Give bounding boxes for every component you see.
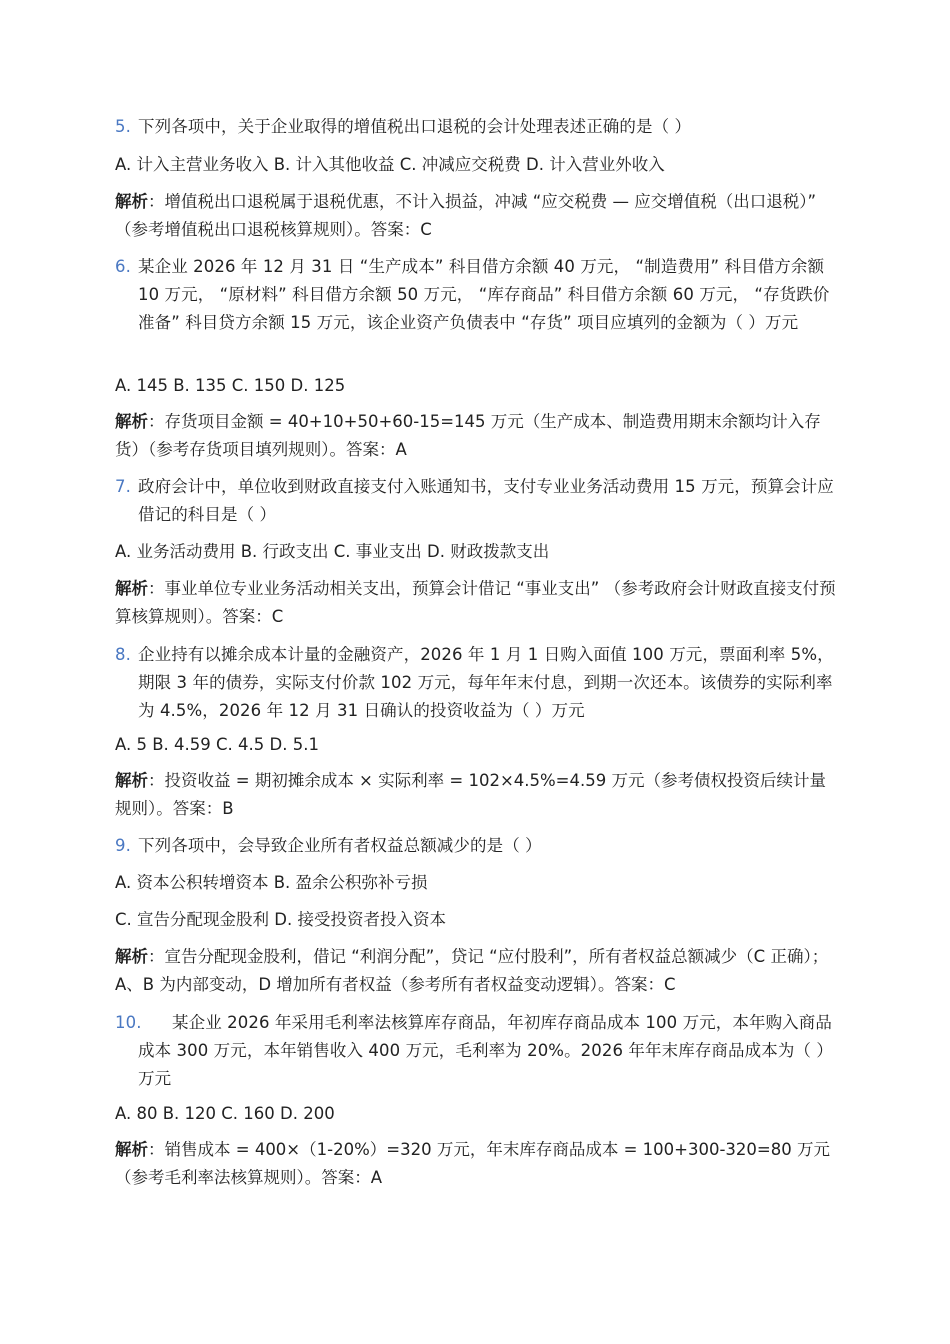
question-7-analysis [115,575,837,631]
question-8-analysis [115,767,837,823]
question-7-options: A. 业务活动费用 B. 行政支出 C. 事业支出 D. 财政拨款支出 [115,542,550,561]
question-9-options-line-2: C. 宣告分配现金股利 D. 接受投资者投入资本 [115,910,446,929]
analysis-text: ：事业单位专业业务活动相关支出，预算会计借记 “事业支出” （参考政府会计财政直接支付预算核算规则）。答案：C [115,579,836,626]
analysis-label: 解析 [115,192,148,211]
question-5-options: A. 计入主营业务收入 B. 计入其他收益 C. 冲减应交税费 D. 计入营业外收入 [115,155,665,174]
question-10-analysis [115,1136,837,1192]
question-number: 5. [115,117,131,136]
question-9-options-line-1: A. 资本公积转增资本 B. 盈余公积弥补亏损 [115,873,428,892]
question-text: 企业持有以摊余成本计量的金融资产，2026 年 1 月 1 日购入面值 100 万元，票面利率 5%，期限 3 年的债券，实际支付价款 102 万元，每年年末付息，到期一次还本。该债券的实际利率为 4.5%，2026 年 12 月 31 日确认的投资收益为（ ）万元 [138,645,834,720]
question-text: 政府会计中，单位收到财政直接支付入账通知书，支付专业业务活动费用 15 万元，预算会计应借记的科目是（ ） [138,477,834,524]
question-8-options: A. 5 B. 4.59 C. 4.5 D. 5.1 [115,735,319,754]
question-number: 10. [115,1013,142,1032]
analysis-label: 解析 [115,947,148,966]
analysis-label: 解析 [115,412,148,431]
analysis-label: 解析 [115,579,148,598]
question-number: 9. [115,836,131,855]
analysis-label: 解析 [115,1140,148,1159]
question-text: 下列各项中，关于企业取得的增值税出口退税的会计处理表述正确的是（ ） [138,117,692,136]
question-9-analysis [115,943,837,999]
analysis-text: ：投资收益 = 期初摊余成本 × 实际利率 = 102×4.5%=4.59 万元（参考债权投资后续计量规则）。答案：B [115,771,826,818]
question-6-options: A. 145 B. 135 C. 150 D. 125 [115,376,346,395]
question-number: 8. [115,645,131,664]
analysis-text: ：宣告分配现金股利，借记 “利润分配”，贷记 “应付股利”，所有者权益总额减少（C 正确）；A、B 为内部变动，D 增加所有者权益（参考所有者权益变动逻辑）。答案：C [115,947,829,994]
question-number: 7. [115,477,131,496]
question-text: 下列各项中，会导致企业所有者权益总额减少的是（ ） [138,836,542,855]
question-text: 某企业 2026 年 12 月 31 日 “生产成本” 科目借方余额 40 万元， “制造费用” 科目借方余额 10 万元， “原材料” 科目借方余额 50 万元， “库存商品” 科目借方余额 60 万元， “存货跌价准备” 科目贷方余额 15 万元，该企业资产负债表中 “存货” 项目应填列的金额为（ ）万元 [138,257,830,332]
analysis-text: ：销售成本 = 400×（1-20%）=320 万元，年末库存商品成本 = 100+300-320=80 万元（参考毛利率法核算规则）。答案：A [115,1140,830,1187]
question-10 [115,1009,840,1093]
question-5 [115,113,840,141]
analysis-text: ：存货项目金额 = 40+10+50+60-15=145 万元（生产成本、制造费用期末余额均计入存货）（参考存货项目填列规则）。答案：A [115,412,821,459]
question-10-options: A. 80 B. 120 C. 160 D. 200 [115,1104,335,1123]
question-7 [115,473,840,529]
question-6 [115,253,840,337]
question-5-analysis [115,188,837,244]
question-6-analysis [115,408,837,464]
analysis-label: 解析 [115,771,148,790]
question-number: 6. [115,257,131,276]
question-8 [115,641,840,725]
question-9 [115,832,840,860]
analysis-text: ：增值税出口退税属于退税优惠，不计入损益，冲减 “应交税费 — 应交增值税（出口退税）” （参考增值税出口退税核算规则）。答案：C [115,192,817,239]
question-text: 某企业 2026 年采用毛利率法核算库存商品，年初库存商品成本 100 万元，本年购入商品成本 300 万元，本年销售收入 400 万元，毛利率为 20%。2026 年年末库存商品成本为（ ）万元 [138,1013,833,1088]
